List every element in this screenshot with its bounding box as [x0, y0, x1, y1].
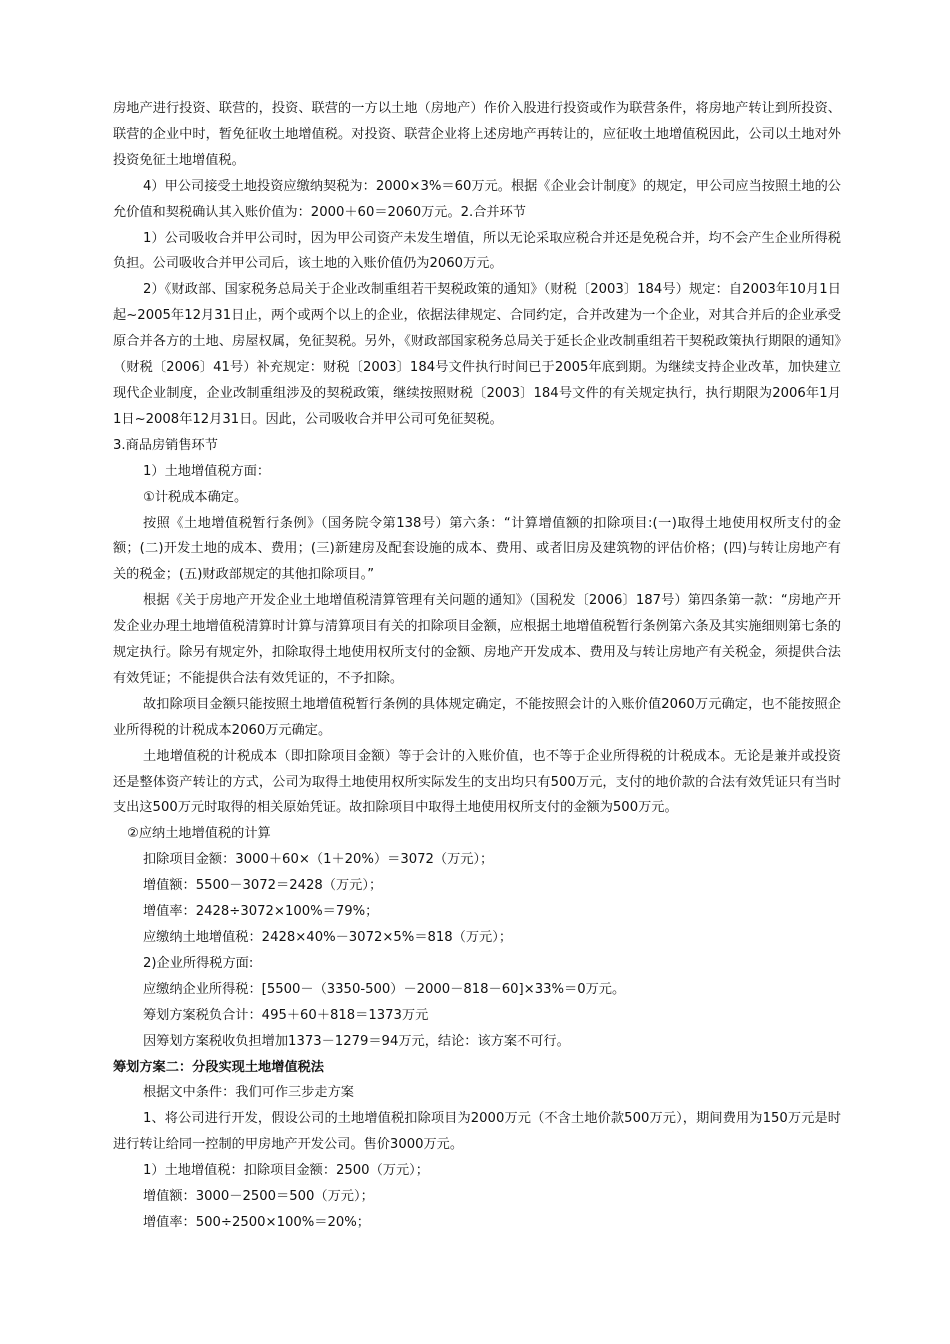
paragraph-step-one: 1、将公司进行开发，假设公司的土地增值税扣除项目为2000万元（不含土地价款500万元），期间费用为150万元是时进行转让给同一控制的甲房地产开发公司。售价3000万元。	[113, 1111, 841, 1153]
paragraph-merger-income-tax: 1）公司吸收合并甲公司时，因为甲公司资产未发生增值，所以无论采取应税合并还是免税合并，均不会产生企业所得税负担。公司吸收合并甲公司后，该土地的入账价值仍为2060万元。	[113, 230, 841, 272]
calc-step-one-rate: 增值率：500÷2500×100%＝20%；	[143, 1214, 370, 1230]
paragraph-notice-187: 根据《关于房地产开发企业土地增值税清算管理有关问题的通知》（国税发〔2006〕187号）第四条第一款：“房地产开发企业办理土地增值税清算时计算与清算项目有关的扣除项目金额，应根据土地增值税暂行条例第六条及其实施细则第七条的规定执行。除另有规定外，扣除取得土地使用权所支付的金额、房地产开发成本、费用及与转让房地产有关税金，须提供合法有效凭证；不能提供合法有效凭证的，不予扣除。	[113, 593, 841, 686]
calc-land-vat-payable: 应缴纳土地增值税：2428×40%－3072×5%＝818（万元）；	[143, 930, 513, 945]
subheading-land-vat: 1）土地增值税方面：	[143, 463, 271, 479]
heading-plan-two: 筹划方案二：分段实现土地增值税法	[113, 1059, 324, 1075]
calc-value-added: 增值额：5500－3072＝2428（万元）；	[143, 878, 383, 894]
calc-deduction-amount: 扣除项目金额：3000＋60×（1＋20%）＝3072（万元）；	[143, 852, 494, 868]
subheading-land-vat-calc: ②应纳土地增值税的计算	[127, 826, 271, 842]
section-heading-sales: 3.商品房销售环节	[113, 437, 218, 453]
calc-step-one-deduction: 1）土地增值税：扣除项目金额：2500（万元）；	[143, 1163, 429, 1179]
calc-total-tax-burden: 筹划方案税负合计：495＋60＋818＝1373万元	[143, 1007, 429, 1023]
paragraph-tax-cost-explanation: 土地增值税的计税成本（即扣除项目金额）等于会计的入账价值，也不等于企业所得税的计税成本。无论是兼并或投资还是整体资产转让的方式，公司为取得土地使用权所实际发生的支出均只有500万元，支付的地价款的合法有效凭证只有当时支出这500万元时取得的相关原始凭证。故扣除项目中取得土地使用权所支付的金额为500万元。	[113, 748, 841, 816]
paragraph-land-vat-exemption: 房地产进行投资、联营的，投资、联营的一方以土地（房地产）作价入股进行投资或作为联营条件，将房地产转让到所投资、联营的企业中时，暂免征收土地增值税。对投资、联营企业将上述房地产再转让的，应征收土地增值税因此，公司以土地对外投资免征土地增值税。	[113, 101, 841, 168]
calc-step-one-value-added: 增值额：3000－2500＝500（万元）；	[143, 1189, 374, 1205]
paragraph-conclusion: 因筹划方案税收负担增加1373－1279＝94万元，结论：该方案不可行。	[143, 1033, 570, 1049]
paragraph-three-steps: 根据文中条件：我们可作三步走方案	[143, 1085, 354, 1101]
paragraph-deed-tax-calc: 4）甲公司接受土地投资应缴纳契税为：2000×3%＝60万元。根据《企业会计制度》的规定，甲公司应当按照土地的公允价值和契税确认其入账价值为：2000＋60＝2060万元。2.合并环节	[113, 178, 841, 220]
subheading-income-tax: 2)企业所得税方面:	[143, 955, 254, 971]
paragraph-deduction-basis: 故扣除项目金额只能按照土地增值税暂行条例的具体规定确定，不能按照会计的入账价值2060万元确定，也不能按照企业所得税的计税成本2060万元确定。	[113, 696, 841, 738]
subheading-cost-basis: ①计税成本确定。	[143, 489, 248, 505]
calc-income-tax-payable: 应缴纳企业所得税：[5500－（3350-500）－2000－818－60]×33%＝0万元。	[143, 981, 626, 997]
document-page	[113, 96, 841, 1236]
paragraph-regulation-article-6: 按照《土地增值税暂行条例》（国务院令第138号）第六条：“计算增值额的扣除项目:(一)取得土地使用权所支付的金额；(二)开发土地的成本、费用；(三)新建房及配套设施的成本、费用、或者旧房及建筑物的评估价格；(四)与转让房地产有关的税金；(五)财政部规定的其他扣除项目。”	[113, 515, 841, 583]
paragraph-merger-deed-tax: 2）《财政部、国家税务总局关于企业改制重组若干契税政策的通知》（财税〔2003〕184号）规定：自2003年10月1日起~2005年12月31日止，两个或两个以上的企业，依据法律规定、合同约定，合并改建为一个企业，对其合并后的企业承受原合并各方的土地、房屋权属，免征契税。另外，《财政部国家税务总局关于延长企业改制重组若干契税政策执行期限的通知》（财税〔2006〕41号）补充规定：财税〔2003〕184号文件执行时间已于2005年底到期。为继续支持企业改革，加快建立现代企业制度，企业改制重组涉及的契税政策，继续按照财税〔2003〕184号文件的有关规定执行，执行期限为2006年1月1日~2008年12月31日。因此，公司吸收合并甲公司可免征契税。	[113, 282, 841, 427]
calc-value-added-rate: 增值率：2428÷3072×100%＝79%；	[143, 904, 379, 920]
